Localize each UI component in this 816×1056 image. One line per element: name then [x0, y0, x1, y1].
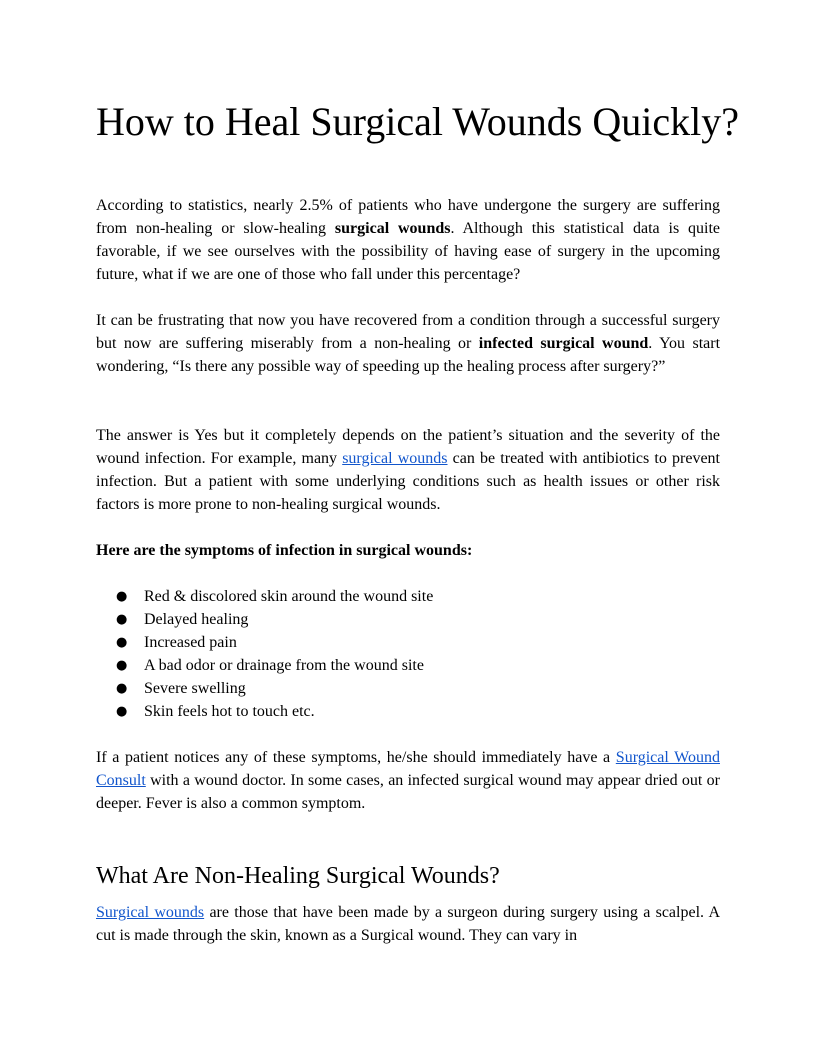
- intro-bold-surgical-wounds: surgical wounds: [334, 220, 451, 237]
- frustration-text-end: . You start wondering, “Is there any possible way of speeding up the healing process after surgery?”: [96, 335, 721, 375]
- symptom-list: [96, 585, 720, 723]
- symptom-text: Red & discolored skin around the wound site: [144, 588, 434, 605]
- bullet-icon: ●: [116, 704, 128, 719]
- consult-text-end: with a wound doctor. In some cases, an infected surgical wound may appear dried out or deeper. Fever is also a common symptom.: [96, 772, 720, 812]
- frustration-bold-infected-wound: infected surgical wound: [478, 335, 649, 352]
- list-item: [96, 677, 720, 700]
- answer-paragraph: [96, 424, 720, 516]
- bullet-icon: ●: [116, 589, 128, 604]
- frustration-text-start: It can be frustrating that now you have recovered from a condition through a successful surgery but now are suffering miserably from a non-healing or: [96, 312, 720, 352]
- intro-text-start: According to statistics, nearly 2.5% of patients who have undergone the surgery are suffering from non-healing or slow-healing: [96, 197, 720, 237]
- definition-paragraph: [96, 901, 720, 947]
- intro-paragraph: [96, 194, 720, 286]
- frustration-paragraph: [96, 309, 720, 378]
- symptom-text: Increased pain: [144, 634, 237, 651]
- bullet-icon: ●: [116, 635, 128, 650]
- list-item: [96, 608, 720, 631]
- surgical-wounds-definition-link[interactable]: Surgical wounds: [96, 904, 205, 921]
- surgical-wounds-link[interactable]: surgical wounds: [342, 450, 448, 467]
- bullet-icon: ●: [116, 612, 128, 627]
- symptom-text: A bad odor or drainage from the wound site: [144, 657, 424, 674]
- section-heading: What Are Non-Healing Surgical Wounds?: [96, 863, 500, 889]
- list-item: [96, 631, 720, 654]
- page-title: How to Heal Surgical Wounds Quickly?: [96, 99, 739, 144]
- list-item: [96, 654, 720, 677]
- symptom-text: Severe swelling: [144, 680, 246, 697]
- consult-paragraph: [96, 746, 720, 815]
- answer-text-start: The answer is Yes but it completely depends on the patient’s situation and the severity of the wound infection. For example, many: [96, 427, 720, 467]
- surgical-wound-consult-link[interactable]: Surgical Wound Consult: [96, 749, 720, 789]
- bullet-icon: ●: [116, 681, 128, 696]
- symptom-text: Delayed healing: [144, 611, 249, 628]
- list-item: [96, 700, 720, 723]
- answer-text-end: can be treated with antibiotics to prevent infection. But a patient with some underlying conditions such as health issues or other risk factors is more prone to non-healing surgical wounds.: [96, 450, 721, 513]
- definition-text: are those that have been made by a surgeon during surgery using a scalpel. A cut is made through the skin, known as a Surgical wound. They can vary in: [96, 904, 721, 944]
- symptom-text: Skin feels hot to touch etc.: [144, 703, 315, 720]
- symptoms-heading: Here are the symptoms of infection in surgical wounds:: [96, 542, 473, 559]
- bullet-icon: ●: [116, 658, 128, 673]
- intro-text-end: . Although this statistical data is quite favorable, if we see ourselves with the possibility of having ease of surgery in the upcoming future, what if we are one of those who fall under this percentage?: [96, 220, 721, 283]
- list-item: [96, 585, 720, 608]
- consult-text-start: If a patient notices any of these symptoms, he/she should immediately have a: [96, 749, 616, 766]
